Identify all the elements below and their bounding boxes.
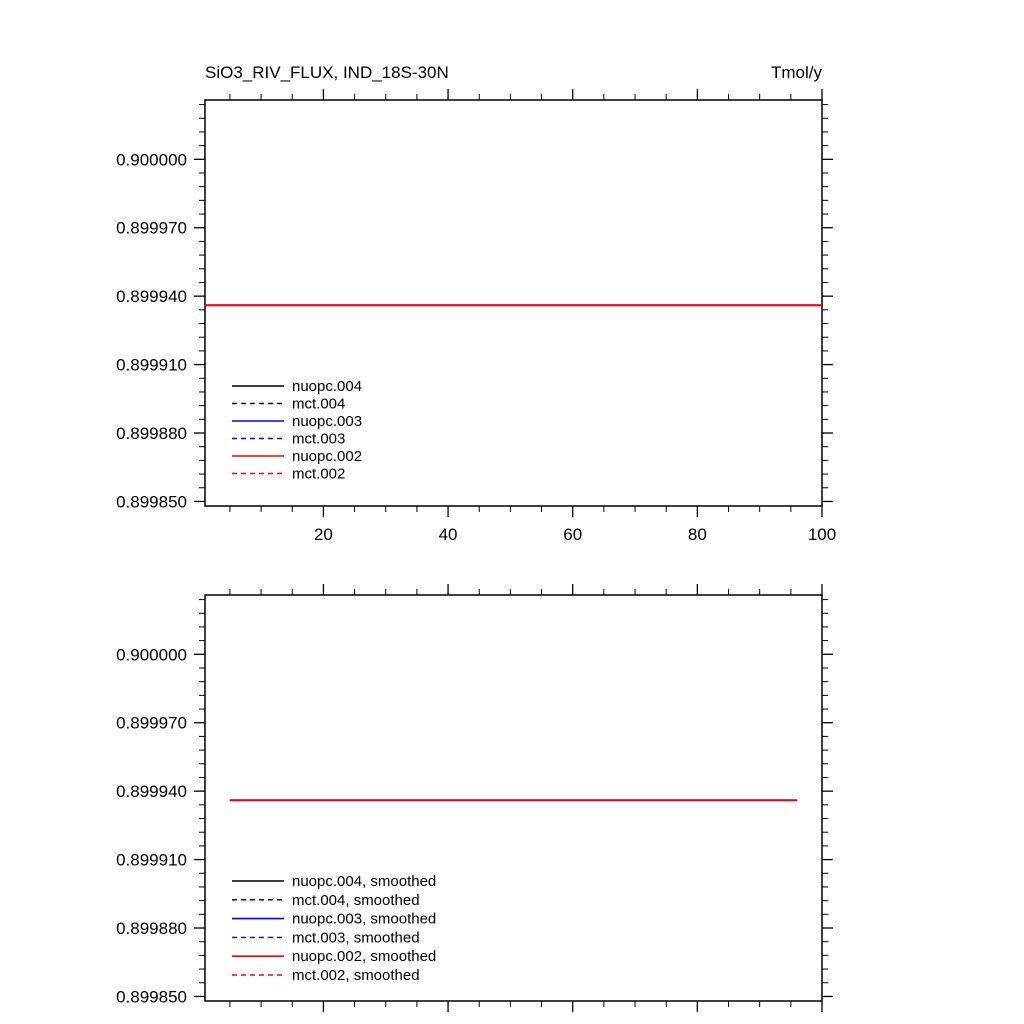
y-tick-label: 0.899940 — [116, 287, 187, 307]
y-tick-label: 0.900000 — [116, 645, 187, 665]
y-tick-label: 0.899910 — [116, 850, 187, 870]
x-tick-label: 60 — [563, 525, 583, 544]
legend-label-mct.004: mct.004 — [292, 395, 346, 413]
y-tick-label: 0.900000 — [116, 150, 187, 170]
chart-1-legend — [232, 378, 362, 483]
legend-label-nuopc.004: nuopc.004 — [292, 378, 363, 395]
legend-label-mct.003: mct.003, smoothed — [292, 929, 420, 947]
y-tick-label: 0.899970 — [116, 713, 187, 733]
y-tick-label: 0.899880 — [116, 919, 187, 939]
y-tick-label: 0.899970 — [116, 218, 187, 238]
top-chart-units-label: Tmol/y — [771, 63, 822, 82]
chart-1-plot — [116, 89, 836, 544]
legend-label-mct.004: mct.004, smoothed — [292, 891, 420, 909]
chart-2-legend — [232, 873, 436, 984]
legend-label-nuopc.004: nuopc.004, smoothed — [292, 873, 437, 890]
legend-label-nuopc.003: nuopc.003, smoothed — [292, 910, 437, 928]
y-tick-label: 0.899940 — [116, 782, 187, 802]
legend-label-nuopc.002: nuopc.002, smoothed — [292, 948, 437, 966]
chart-2-plot — [116, 584, 833, 1012]
y-tick-label: 0.899910 — [116, 355, 187, 375]
legend-label-mct.002: mct.002 — [292, 465, 346, 483]
x-tick-label: 20 — [313, 525, 333, 544]
y-tick-label: 0.899880 — [116, 424, 187, 444]
x-tick-label: 40 — [438, 525, 458, 544]
y-tick-label: 0.899850 — [116, 492, 187, 512]
top-chart-title: SiO3_RIV_FLUX, IND_18S-30N — [205, 63, 449, 82]
y-tick-label: 0.899850 — [116, 987, 187, 1007]
legend-label-mct.003: mct.003 — [292, 430, 346, 448]
legend-label-mct.002: mct.002, smoothed — [292, 967, 420, 984]
x-tick-label: 100 — [807, 525, 837, 544]
legend-label-nuopc.003: nuopc.003 — [292, 413, 363, 430]
x-tick-label: 80 — [687, 525, 707, 544]
legend-label-nuopc.002: nuopc.002 — [292, 448, 363, 465]
